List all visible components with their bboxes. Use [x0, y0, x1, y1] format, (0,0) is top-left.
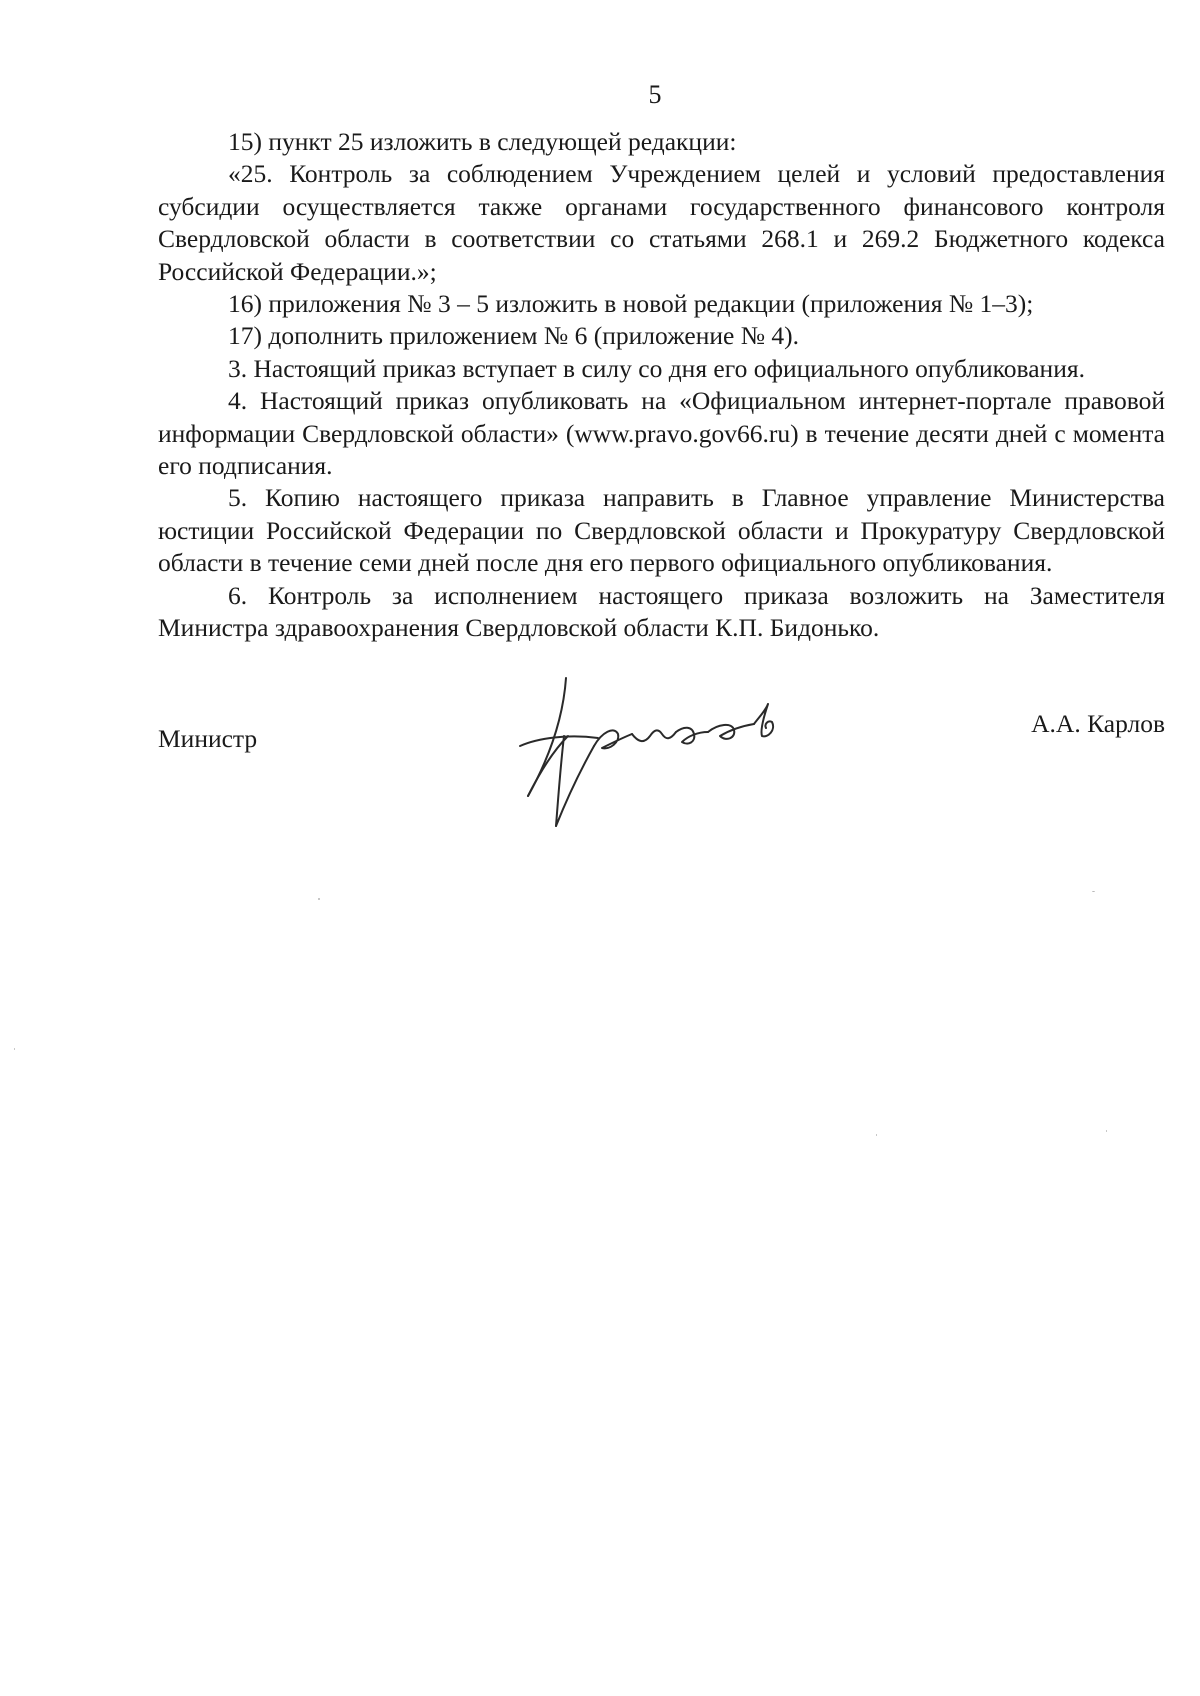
handwritten-signature	[498, 676, 918, 836]
scan-speck	[1106, 1130, 1107, 1132]
scan-speck	[1092, 891, 1095, 892]
page-number: 5	[648, 80, 662, 109]
signer-position: Министр	[158, 724, 258, 753]
scan-speck	[14, 1048, 15, 1050]
paragraph-item-16: 16) приложения № 3 – 5 изложить в новой редакции (приложения № 1–3);	[228, 289, 1034, 319]
paragraph-clause-3: 3. Настоящий приказ вступает в силу со дня его официального опубликования.	[228, 353, 1085, 383]
paragraph-quoted-item-25: «25. Контроль за соблюдением Учреждением целей и условий предоставления субсидии осуществляется также органами государственного финансового контроля Свердловской области в соответствии со статьями 268.1 и 269.2 Бюджетного кодекса Российской Федерации.»;	[158, 159, 1165, 286]
paragraph-clause-4: 4. Настоящий приказ опубликовать на «Официальном интернет-портале правовой информации Свердловской области» (www.pravo.gov66.ru) в течение десяти дней с момента его подписания.	[158, 386, 1165, 481]
signer-name: А.А. Карлов	[1031, 709, 1165, 738]
paragraph-item-17: 17) дополнить приложением № 6 (приложение № 4).	[228, 321, 800, 351]
paragraph-clause-5: 5. Копию настоящего приказа направить в Главное управление Министерства юстиции Российской Федерации по Свердловской области и Прокуратуру Свердловской области в течение семи дней после дня его первого официального опубликования.	[158, 483, 1165, 578]
paragraph-clause-6: 6. Контроль за исполнением настоящего приказа возложить на Заместителя Министра здравоохранения Свердловской области К.П. Бидонько.	[158, 580, 1165, 643]
paragraph-item-15: 15) пункт 25 изложить в следующей редакции:	[228, 127, 737, 156]
document-body	[158, 126, 1165, 645]
scan-speck	[876, 1134, 877, 1136]
scan-speck	[318, 898, 320, 900]
